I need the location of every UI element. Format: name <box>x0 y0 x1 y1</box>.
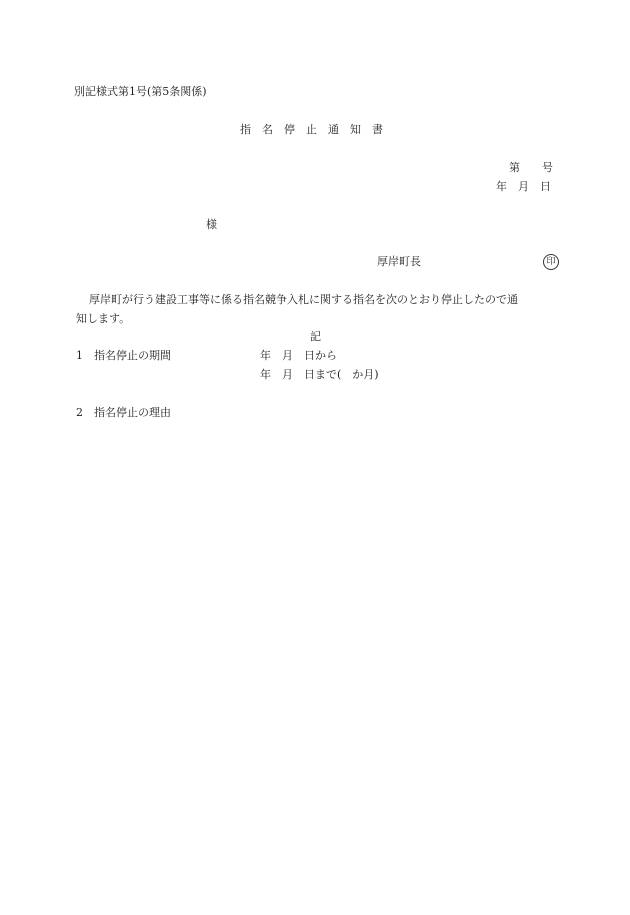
addressee-honorific: 様 <box>206 218 217 231</box>
item-1-period-to: 年 月 日まで( か月) <box>260 368 379 381</box>
document-number: 第 号 <box>509 161 553 174</box>
seal-mark: 印 <box>543 254 559 270</box>
item-2-label: 2 指名停止の理由 <box>76 406 171 419</box>
item-1-label: 1 指名停止の期間 <box>76 349 171 362</box>
form-label: 別記様式第1号(第5条関係) <box>74 85 207 98</box>
item-1-period-from: 年 月 日から <box>260 349 337 362</box>
body-text-line-1: 厚岸町が行う建設工事等に係る指名競争入札に関する指名を次のとおり停止したので通 <box>89 293 518 306</box>
ki-heading: 記 <box>310 330 321 343</box>
body-text-line-2: 知します。 <box>76 312 131 325</box>
document-date: 年 月 日 <box>496 180 551 193</box>
issuer-name: 厚岸町長 <box>377 255 421 268</box>
document-title: 指 名 停 止 通 知 書 <box>240 123 383 136</box>
